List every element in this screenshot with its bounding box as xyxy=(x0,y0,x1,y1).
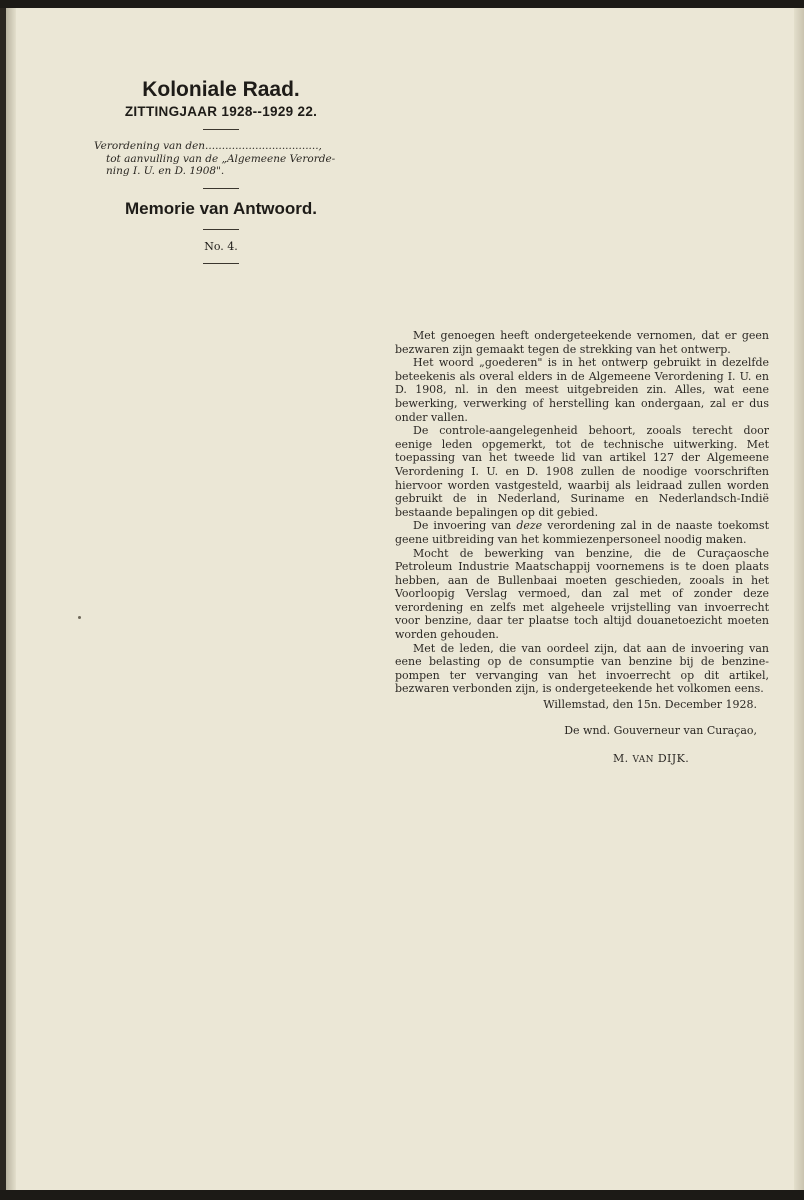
document-header xyxy=(86,78,356,274)
paragraph-4-start: De invoering van xyxy=(413,519,517,533)
subject-line-1: Verordening van den.................................., xyxy=(94,140,322,152)
paragraph-4-end: verordening zal in de naaste toekomst geene uitbreiding van het kommiezenpersoneel noodig maken. xyxy=(395,519,769,546)
subject-line-3: ning I. U. en D. 1908". xyxy=(106,165,225,177)
signatory-surname: DIJK. xyxy=(653,752,690,765)
header-divider xyxy=(203,129,239,130)
page-edge-shadow xyxy=(794,8,804,1190)
section-divider xyxy=(203,229,239,230)
ordinance-subject xyxy=(94,140,356,178)
subject-line-2: tot aanvulling van de „Algemeene Verorde- xyxy=(106,152,336,165)
document-number: No. 4. xyxy=(204,239,238,253)
paragraph-3: De controle-aangelegenheid behoort, zooals terecht door eenige leden opgemerkt, tot de technische uitwerking. Met toepassing van het tweede lid van artikel 127 der Algemeene Verordening I. U. en D. 1908 zullen de noodige voorschriften hiervoor worden vastgesteld, waarbij als leidraad zullen worden gebruikt de in Nederland, Suriname en Nederlandsch-Indië bestaande bepalingen op dit gebied. xyxy=(395,424,769,519)
paragraph-4 xyxy=(395,519,769,546)
paragraph-4-emphasis: deze xyxy=(516,519,543,533)
scan-border-top xyxy=(0,0,804,8)
paragraph-5: Mocht de bewerking van benzine, die de Curaçaosche Petroleum Industrie Maatschappij voornemens is te doen plaats hebben, aan de Bullenbaai moeten geschieden, zooals in het Voorloopig Verslag vermoed, dan zal met of zonder deze verordening en zelfs met algeheele vrijstelling van invoerrecht voor benzine, daar ter plaatse toch altijd douanetoezicht moeten worden gehouden. xyxy=(395,546,769,642)
document-page xyxy=(6,8,804,1190)
section-title: Memorie van Antwoord. xyxy=(124,198,318,218)
signatory-initial: M. xyxy=(613,752,633,765)
page-binding-shadow xyxy=(6,8,16,1190)
scan-border-bottom xyxy=(0,1190,804,1200)
paragraph-6: Met de leden, die van oordeel zijn, dat aan de invoering van eene belasting op de consumptie van benzine bij de benzine-pompen ter vervanging van het invoerrecht op dit artikel, bezwaren verbonden zijn, is ondergeteekende het volkomen eens. xyxy=(395,641,769,696)
council-title: Koloniale Raad. xyxy=(142,78,300,101)
place-and-date: Willemstad, den 15n. December 1928. xyxy=(543,698,757,711)
session-year: ZITTINGJAAR 1928--1929 22. xyxy=(124,104,318,119)
paragraph-1: Met genoegen heeft ondergeteekende vernomen, dat er geen bezwaren zijn gemaakt tegen de strekking van het ontwerp. xyxy=(395,329,769,356)
subject-divider xyxy=(203,188,239,189)
number-divider xyxy=(203,263,239,264)
governor-title: De wnd. Gouverneur van Curaçao, xyxy=(564,724,757,737)
signatory-name xyxy=(395,752,769,765)
signatory-prefix: VAN xyxy=(632,755,654,765)
paragraph-2: Het woord „goederen" is in het ontwerp gebruikt in dezelfde beteekenis als overal elders in de Algemeene Verordening I. U. en D. 1908, nl. in den meest uitgebreiden zin. Alles, wat eene bewerking, verwerking of herstelling kan ondergaan, zal er dus onder vallen. xyxy=(395,356,769,424)
paper-speck xyxy=(78,616,81,619)
memorandum-body xyxy=(395,329,769,696)
